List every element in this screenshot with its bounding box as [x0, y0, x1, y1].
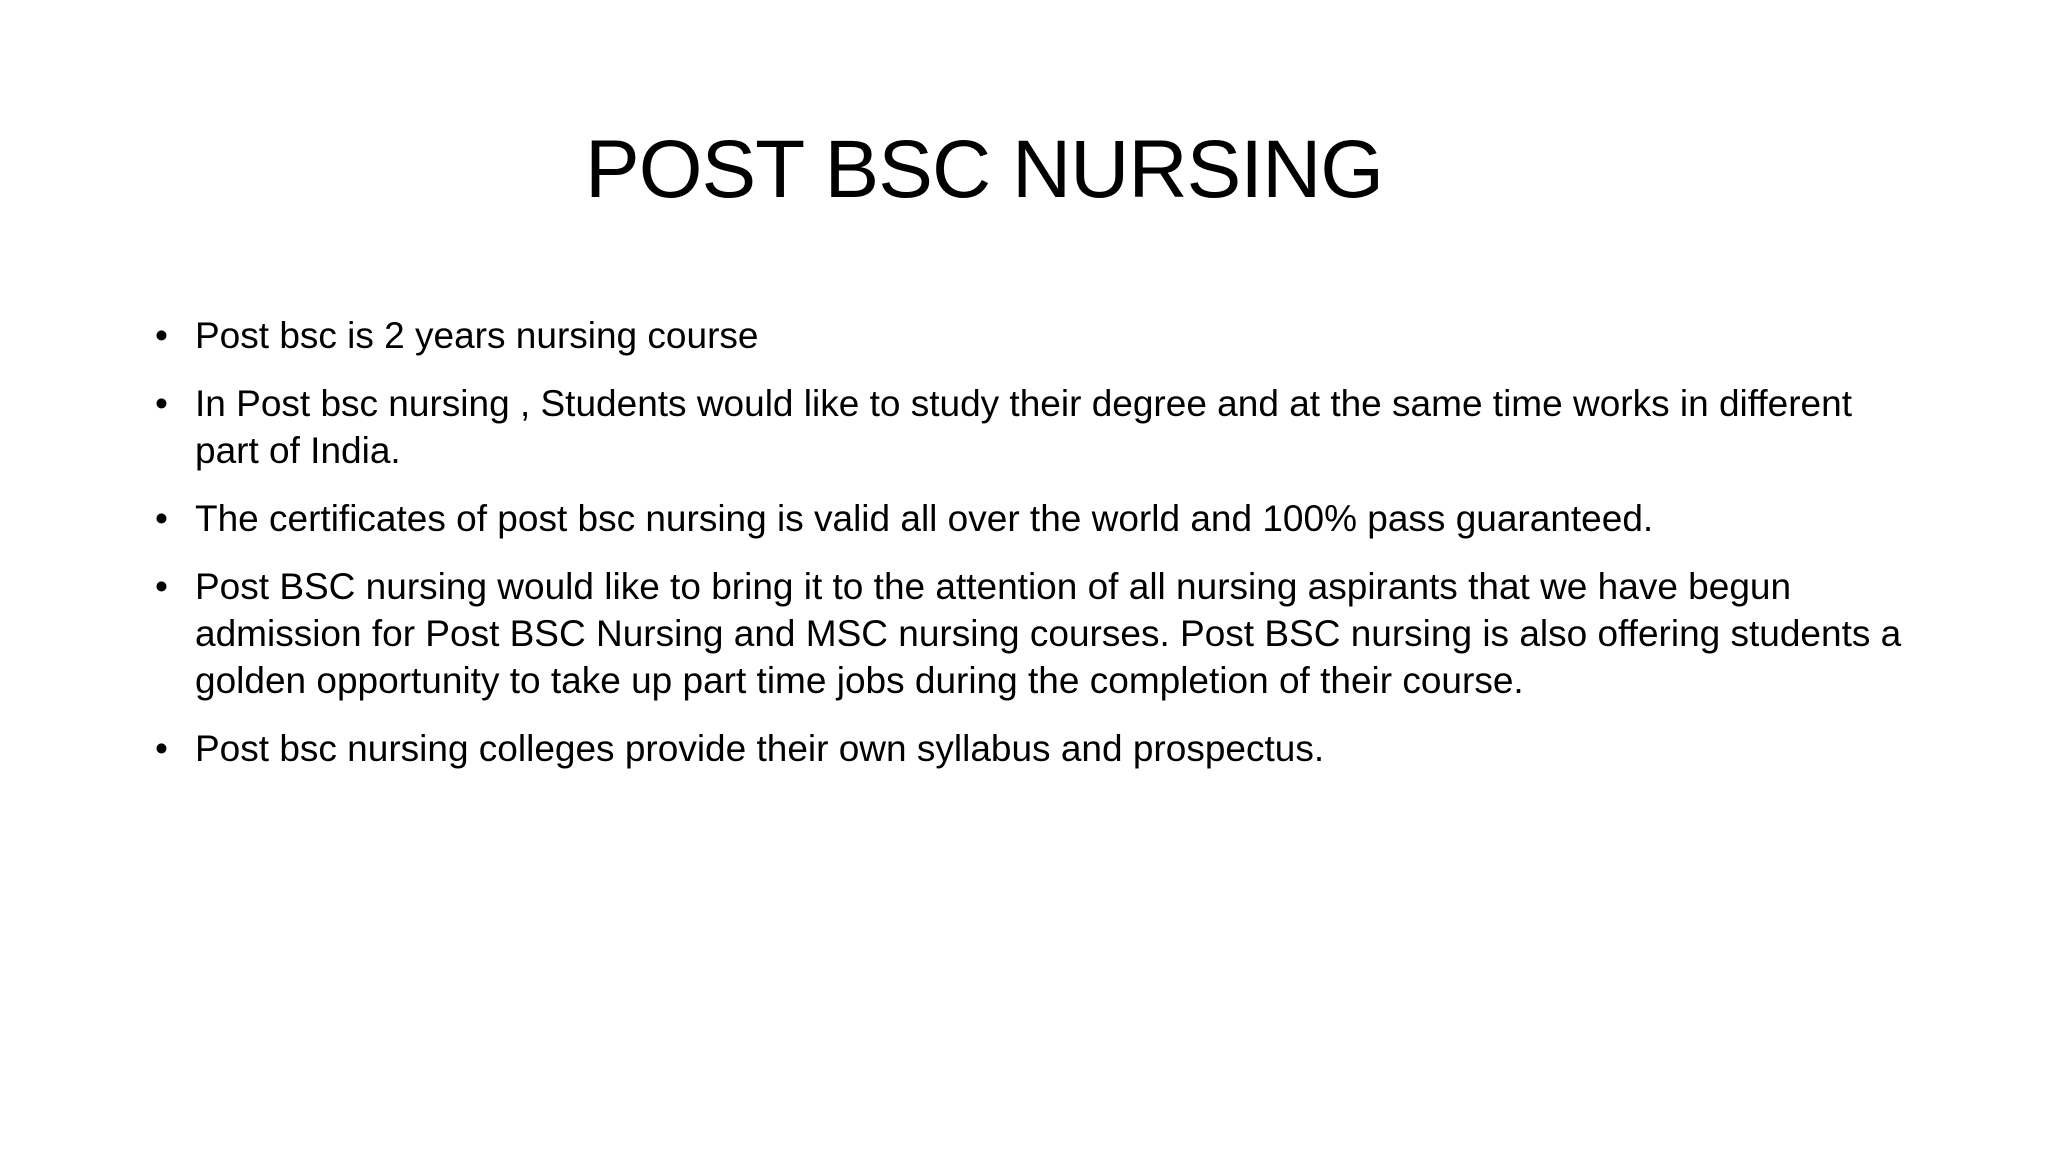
bullet-item [155, 563, 1915, 704]
bullet-item [155, 312, 1915, 359]
bullet-item [155, 495, 1915, 542]
bullet-icon: • [155, 498, 168, 539]
bullet-list [155, 312, 1915, 793]
bullet-text: The certificates of post bsc nursing is valid all over the world and 100% pass guaranteed. [195, 498, 1654, 539]
bullet-item [155, 380, 1915, 474]
bullet-text: Post bsc nursing colleges provide their own syllabus and prospectus. [195, 728, 1325, 769]
slide-title: POST BSC NURSING [585, 124, 1384, 215]
bullet-icon: • [155, 566, 168, 607]
bullet-text: Post bsc is 2 years nursing course [195, 315, 759, 356]
bullet-icon: • [155, 315, 168, 356]
bullet-text: In Post bsc nursing , Students would like to study their degree and at the same time works in different part of India. [195, 383, 1852, 471]
bullet-icon: • [155, 383, 168, 424]
bullet-icon: • [155, 728, 168, 769]
bullet-item [155, 725, 1915, 772]
bullet-text: Post BSC nursing would like to bring it to the attention of all nursing aspirants that we have begun admission for Post BSC Nursing and MSC nursing courses. Post BSC nursing is also offering students a golden opportunity to take up part time jobs during the completion of their course. [195, 566, 1902, 701]
